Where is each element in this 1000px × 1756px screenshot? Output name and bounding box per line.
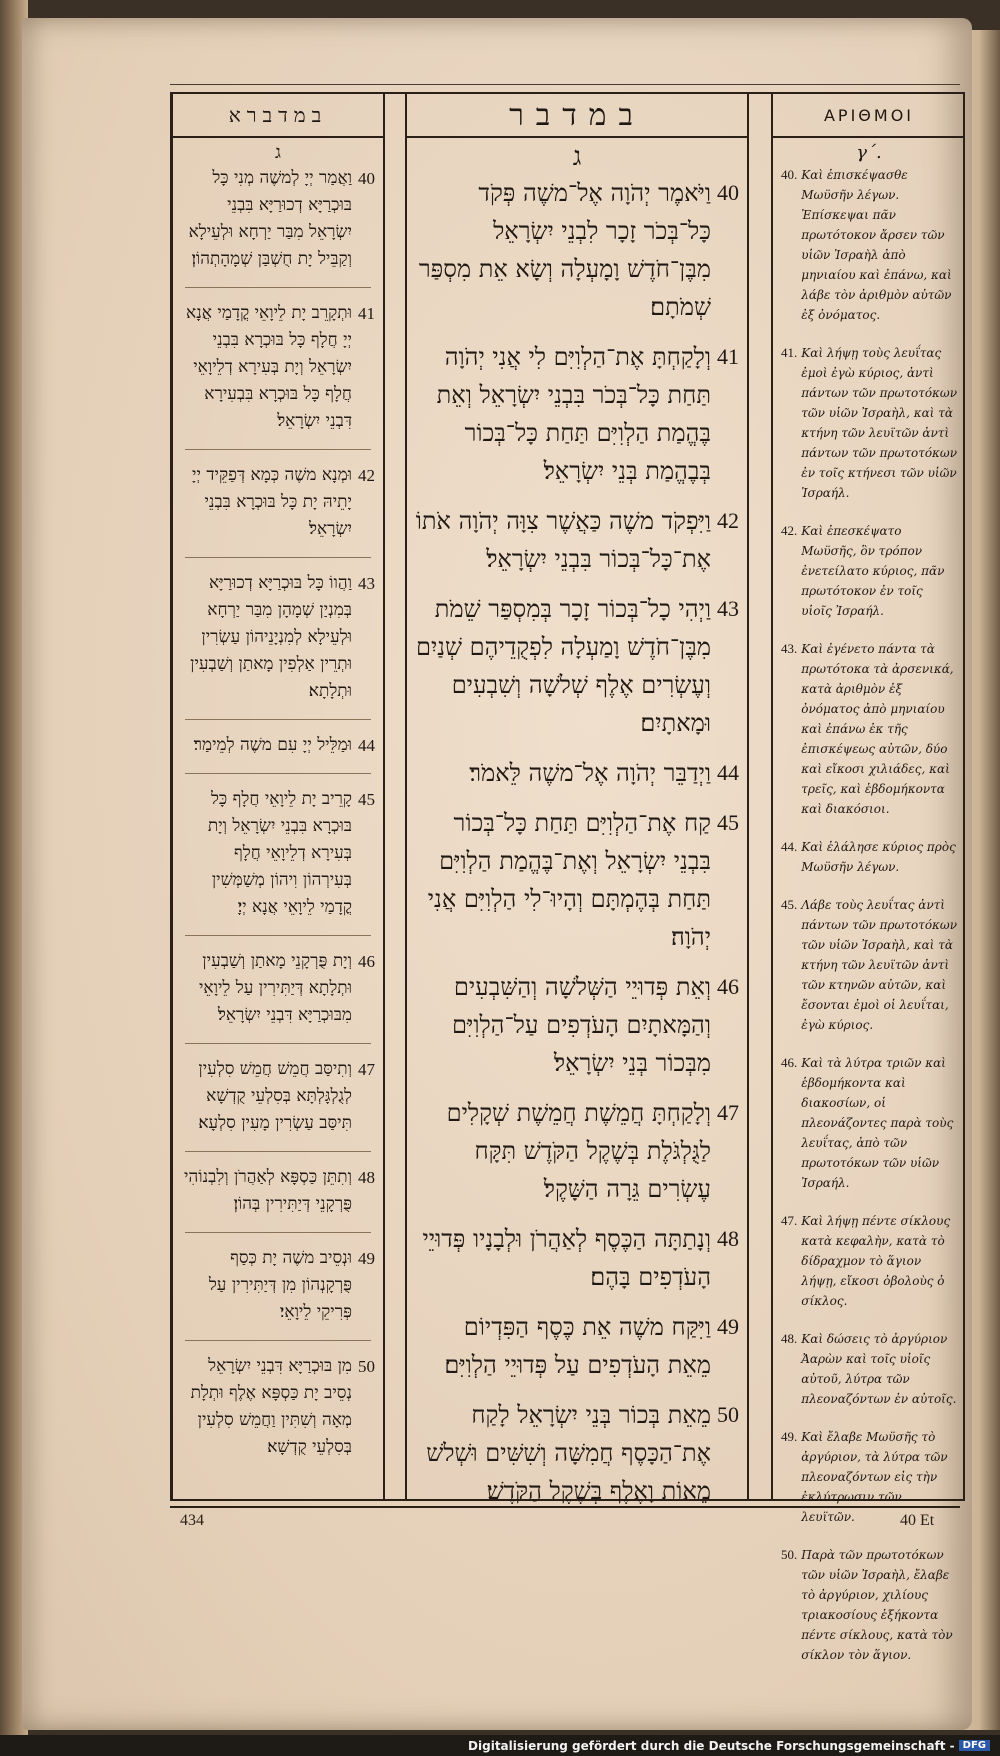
verse <box>181 570 375 705</box>
verse-text: Λάβε τοὺς λευΐτας ἀντὶ πάντων τῶν πρωτοτόκων τῶν υἱῶν Ἰσραὴλ, καὶ τὰ κτήνη τῶν λευϊτῶν ἀντὶ τῶν κτηνῶν αὐτῶν, καὶ ἔσονται ἐμοὶ οἱ λευΐται, ἐγὼ κύριος. <box>801 898 958 1032</box>
verse-text: Παρὰ τῶν πρωτοτόκων τῶν υἱῶν Ἰσραὴλ, ἔλαβε τὸ ἀργύριον, χιλίους τριακοσίους ἑξήκοντα πέντε σίκλους, κατὰ τὸν σίκλον τὸν ἅγιον. <box>801 1548 953 1662</box>
verse <box>415 754 739 792</box>
verse-number: 42 <box>358 466 375 485</box>
verse-text: Καὶ ἔλαβε Μωϋσῆς τὸ ἀργύριον, τὰ λύτρα τῶν πλεοναζόντων εἰς τὴν ἐκλύτρωσιν τῶν λευϊτῶν. <box>801 1430 948 1524</box>
verse <box>781 521 957 621</box>
verse-number: 44. <box>781 839 798 854</box>
verse-number: 47 <box>358 1060 375 1079</box>
verse-number: 40 <box>358 169 375 188</box>
verse <box>181 732 375 759</box>
verse-number: 48 <box>358 1168 375 1187</box>
verse-number: 49. <box>781 1429 798 1444</box>
greek-verse-list <box>773 165 965 1665</box>
verse <box>415 590 739 742</box>
verse-number: 44 <box>717 760 739 785</box>
hebrew-chapter-number: ג <box>572 142 582 172</box>
verse <box>781 343 957 503</box>
verse-text: Καὶ ἐπισκέψασθε Μωϋσῆν λέγων. Ἐπίσκεψαι πᾶν πρωτότοκον ἄρσεν τῶν υἱῶν Ἰσραὴλ ἀπὸ μηνιαίου καὶ ἐπάνω, καὶ λάβε τὸν ἀριθμὸν αὐτῶν ἐξ ὀνόματος. <box>801 168 952 322</box>
verse-number: 45. <box>781 897 798 912</box>
verse <box>781 895 957 1035</box>
verse-number: 41 <box>358 304 375 323</box>
aramaic-verse-list <box>173 165 383 1461</box>
verse-text: וְיָת פֻּרְקָנֵי מָאתַן וְשַׁבְעִין וּתְלָתָא דְּיַתִּירִין עַל לֵיוָאֵי מִבּוּכְרַיָּא דִּבְנֵי יִשְׂרָאֵל׃ <box>198 951 352 1025</box>
greek-header: ΑΡΙΘΜΟΙ <box>773 94 965 138</box>
verse-text: Καὶ λήψῃ πέντε σίκλους κατὰ κεφαλὴν, κατὰ τὸ δίδραχμον τὸ ἅγιον λήψῃ, εἴκοσι ὀβολοὺς ὁ σίκλος. <box>801 1214 951 1308</box>
aramaic-column <box>173 94 385 1499</box>
verse-text: מֵאֵת בְּכוֹר בְּנֵי יִשְׂרָאֵל לָקַח אֶת־הַכָּסֶף חֲמִשָּׁה וְשִׁשִּׁים וּשְׁלשׁ מֵאוֹת וָאֶלֶף בְּשֶׁקֶל הַקֹּדֶשׁ׃ <box>426 1401 711 1505</box>
verse <box>181 300 375 435</box>
verse-text: וְנָתַתָּה הַכֶּסֶף לְאַהֲרֹן וּלְבָנָיו פְּדוּיֵי הָעֹדְפִים בָּהֶם׃ <box>422 1225 711 1291</box>
verse-divider <box>185 1340 371 1341</box>
verse <box>181 1164 375 1218</box>
verse <box>415 338 739 490</box>
verse-text: וּמַלֵּיל יְיָ עִם משֶׁה לְמֵימַר׃ <box>193 735 352 755</box>
verse <box>415 1094 739 1208</box>
verse <box>181 948 375 1029</box>
verse-number: 45 <box>358 790 375 809</box>
verse-text: וְאֵת פְּדוּיֵי הַשְּׁלשָׁה וְהַשִּׁבְעִים וְהַמָּאתָיִם הָעֹדְפִים עַל־הַלְוִיִּם מִבְּכוֹר בְּנֵי יִשְׂרָאֵל׃ <box>452 973 711 1077</box>
verse-divider <box>185 1232 371 1233</box>
verse-divider <box>185 449 371 450</box>
verse-text: וַאֲמַר יְיָ לְמשֶׁה מְנִי כָּל בּוּכְרַיָּא דְכוּרַיָּא בִּבְנֵי יִשְׂרָאֵל מִבַּר יַרְחָא וּלְעֵילָא וְקַבֵּיל יָת חֻשְׁבַּן שְׁמָהָתְהוֹן׃ <box>188 168 352 269</box>
verse-number: 43 <box>717 596 739 621</box>
verse-text: וַיְהִי כָל־בְּכוֹר זָכָר בְּמִסְפַּר שֵׁמֹת מִבֶּן־חֹדֶשׁ וָמַעְלָה לִפְקֻדֵיהֶם שְׁנַיִם וְעֶשְׂרִים אֶלֶף שְׁלשָׁה וְשִׁבְעִים וּמָאתָיִם׃ <box>415 595 711 737</box>
verse-divider <box>185 287 371 288</box>
verse-number: 46 <box>358 952 375 971</box>
verse <box>415 1220 739 1296</box>
verse-number: 46. <box>781 1055 798 1070</box>
verse-divider <box>185 1151 371 1152</box>
verse <box>781 1053 957 1193</box>
verse-text: מִן בּוּכְרַיָּא דִּבְנֵי יִשְׂרָאֵל נְסֵיב יָת כַּסְפָּא אֶלֶף וּתְלָת מְאָה וְשִׁתִּין וַחֲמֵשׁ סִלְעִין בְּסִלְעֵי קֻדְשָׁא׃ <box>190 1356 352 1457</box>
digitization-credit-bar <box>0 1735 1000 1756</box>
verse-text: וַיִּקַּח משֶׁה אֵת כֶּסֶף הַפִּדְיוֹם מֵאֵת הָעֹדְפִים עַל פְּדוּיֵי הַלְוִיִּם׃ <box>444 1313 711 1379</box>
hebrew-header: במדבר <box>407 94 747 138</box>
verse <box>415 502 739 578</box>
hebrew-column <box>405 94 749 1505</box>
verse-number: 49 <box>717 1314 739 1339</box>
verse-number: 40. <box>781 167 798 182</box>
credit-text: Digitalisierung gefördert durch die Deutsche Forschungsgemeinschaft - <box>468 1738 955 1753</box>
verse <box>781 639 957 819</box>
verse <box>181 1245 375 1326</box>
verse <box>181 1353 375 1461</box>
verse-text: Καὶ τὰ λύτρα τριῶν καὶ ἑβδομήκοντα καὶ διακοσίων, οἱ πλεονάζοντες παρὰ τοὺς λευΐτας, ἀπὸ τῶν πρωτοτόκων τῶν υἱῶν Ἰσραήλ. <box>801 1056 954 1190</box>
verse <box>781 165 957 325</box>
verse-text: Καὶ δώσεις τὸ ἀργύριον Ἀαρὼν καὶ τοῖς υἱοῖς αὐτοῦ, λύτρα τῶν πλεοναζόντων ἐν αὐτοῖς. <box>801 1332 957 1406</box>
verse <box>781 837 957 877</box>
verse-text: קַח אֶת־הַלְוִיִּם תַּחַת כָּל־בְּכוֹר בִּבְנֵי יִשְׂרָאֵל וְאֶת־בֶּהֱמַת הַלְוִיִּם תַּחַת בְּהֶמְתָּם וְהָיוּ־לִי הַלְוִיִּם אֲנִי יְהֹוָה׃ <box>427 809 711 951</box>
verse-number: 50 <box>358 1357 375 1376</box>
verse-text: וּתְקָרֵב יָת לֵיוָאֵי קֳדָמַי אֲנָא יְיָ חֲלָף כָּל בּוּכְרָא בִּבְנֵי יִשְׂרָאֵל וְיָת בְּעִירָא דְלֵיוָאֵי חֲלָף כָּל בּוּכְרָא בִּבְעִירָא דִּבְנֵי יִשְׂרָאֵל׃ <box>186 303 352 431</box>
verse-number: 42. <box>781 523 798 538</box>
verse <box>181 1056 375 1137</box>
verse <box>415 968 739 1082</box>
verse-number: 50. <box>781 1547 798 1562</box>
verse-text: וְלָקַחְתָּ חֲמֵשֶׁת חֲמֵשֶׁת שְׁקָלִים לַגֻּלְגֹּלֶת בְּשֶׁקֶל הַקֹּדֶשׁ תִּקָּח עֶשְׂרִים גֵּרָה הַשָּׁקֶל׃ <box>446 1099 711 1203</box>
aramaic-chapter-number: ג <box>275 142 281 163</box>
verse-text: קָרֵיב יָת לֵיוָאֵי חֲלָף כָּל בּוּכְרָא בִּבְנֵי יִשְׂרָאֵל וְיָת בְּעִירָא דְלֵיוָאֵי חֲלָף בְּעִירְהוֹן וִיהוֹן מְשַׁמְּשִׁין קֳדָמַי לֵיוָאֵי אֲנָא יְיָ׃ <box>207 789 352 917</box>
verse <box>181 165 375 273</box>
verse-text: וַיִּפְקֹד משֶׁה כַּאֲשֶׁר צִוָּה יְהֹוָה אֹתוֹ אֶת־כָּל־בְּכוֹר בִּבְנֵי יִשְׂרָאֵל׃ <box>415 507 711 573</box>
top-rule <box>170 84 960 85</box>
verse-number: 50 <box>717 1402 739 1427</box>
verse-text: וְתִתֵּן כַּסְפָּא לְאַהֲרֹן וְלִבְנוֹהִי פֻּרְקָנֵי דְּיַתִּירִין בְּהוֹן׃ <box>184 1167 352 1214</box>
verse <box>415 804 739 956</box>
verse-text: וַהֲווֹ כָּל בּוּכְרַיָּא דְכוּרַיָּא בְּמִנְיַן שְׁמָהָן מִבַּר יַרְחָא וּלְעֵילָא לְמִנְיָנֵיהוֹן עַשְׂרִין וּתְרֵין אַלְפִין מָאתַן וְשַׁבְעִין וּתְלָתָא׃ <box>190 573 352 701</box>
verse-number: 41 <box>717 344 739 369</box>
verse <box>181 462 375 543</box>
verse <box>181 786 375 921</box>
verse-text: Καὶ ἐπεσκέψατο Μωϋσῆς, ὃν τρόπον ἐνετείλατο κύριος, πᾶν πρωτότοκον ἐν τοῖς υἱοῖς Ἰσραήλ. <box>801 524 945 618</box>
greek-chapter-number: γ΄. <box>856 142 882 163</box>
verse <box>781 1545 957 1665</box>
verse-number: 40 <box>717 180 739 205</box>
verse <box>415 174 739 326</box>
verse-number: 45 <box>717 810 739 835</box>
verse-number: 42 <box>717 508 739 533</box>
verse-divider <box>185 1043 371 1044</box>
verse-number: 43. <box>781 641 798 656</box>
verse-text: וְלָקַחְתָּ אֶת־הַלְוִיִּם לִי אֲנִי יְהֹוָה תַּחַת כָּל־בְּכֹר בִּבְנֵי יִשְׂרָאֵל וְאֵת בֶּהֱמַת הַלְוִיִּם תַּחַת כָּל־בְּכוֹר בְּבֶהֱמַת בְּנֵי יִשְׂרָאֵל׃ <box>436 343 711 485</box>
verse <box>415 1308 739 1384</box>
verse-number: 44 <box>358 736 375 755</box>
verse-text: Καὶ ἐγένετο πάντα τὰ πρωτότοκα τὰ ἀρσενικά, κατὰ ἀριθμὸν ἐξ ὀνόματος ἀπὸ μηνιαίου καὶ ἐπάνω ἐκ τῆς ἐπισκέψεως αὐτῶν, δύο καὶ εἴκοσι χιλιάδες, καὶ τρεῖς, καὶ ἑβδομήκοντα καὶ διακόσιοι. <box>801 642 954 816</box>
verse-text: וַיֹּאמֶר יְהֹוָה אֶל־משֶׁה פְּקֹד כָּל־בְּכֹר זָכָר לִבְנֵי יִשְׂרָאֵל מִבֶּן־חֹדֶשׁ וָמָעְלָה וְשָׂא אֵת מִסְפַּר שְׁמֹתָם׃ <box>418 179 711 321</box>
verse-divider <box>185 719 371 720</box>
verse-text: וּמְנָא משֶׁה כְּמָא דְּפַקֵּיד יְיָ יָתֵיהּ יָת כָּל בּוּכְרָא בִּבְנֵי יִשְׂרָאֵל׃ <box>192 465 352 539</box>
dfg-logo: DFG <box>959 1740 990 1751</box>
verse-text: Καὶ ἐλάλησε κύριος πρὸς Μωϋσῆν λέγων. <box>801 840 956 874</box>
verse <box>781 1329 957 1409</box>
verse-number: 47. <box>781 1213 798 1228</box>
footer-rule <box>170 1506 960 1508</box>
verse-text: וּנְסֵיב משֶׁה יָת כְּסַף פֻּרְקָנְהוֹן מִן דְּיַתִּירִין עַל פְּרִיקֵי לֵיוָאֵי׃ <box>208 1248 352 1322</box>
verse-number: 48. <box>781 1331 798 1346</box>
verse-text: וַיְדַבֵּר יְהֹוָה אֶל־משֶׁה לֵּאמֹר׃ <box>469 759 711 787</box>
verse-divider <box>185 935 371 936</box>
page-number: 434 <box>180 1512 204 1529</box>
verse-text: וְתִיסַּב חֲמֵשׁ חֲמֵשׁ סִלְעִין לְגֻלְגָּלְתָּא בְּסִלְעֵי קֻדְשָׁא תִּיסַּב עַשְׂרִין מָעִין סִלְעָא׃ <box>198 1059 352 1133</box>
verse-number: 46 <box>717 974 739 999</box>
verse-number: 41. <box>781 345 798 360</box>
verse-number: 47 <box>717 1100 739 1125</box>
catchword: 40 Et <box>900 1512 935 1529</box>
hebrew-verse-list <box>407 174 747 1510</box>
aramaic-header: במדברא <box>173 94 383 138</box>
verse-number: 48 <box>717 1226 739 1251</box>
verse-text: Καὶ λήψῃ τοὺς λευΐτας ἐμοὶ ἐγὼ κύριος, ἀντὶ πάντων τῶν πρωτοτόκων τῶν υἱῶν Ἰσραὴλ, καὶ τὰ κτήνη τῶν λευϊτῶν ἀντὶ πάντων τῶν πρωτοτόκων ἐν τοῖς κτήνεσι τῶν υἱῶν Ἰσραήλ. <box>801 346 958 500</box>
verse <box>415 1396 739 1510</box>
verse <box>781 1211 957 1311</box>
verse-number: 49 <box>358 1249 375 1268</box>
verse-divider <box>185 773 371 774</box>
verse-number: 43 <box>358 574 375 593</box>
verse-divider <box>185 557 371 558</box>
